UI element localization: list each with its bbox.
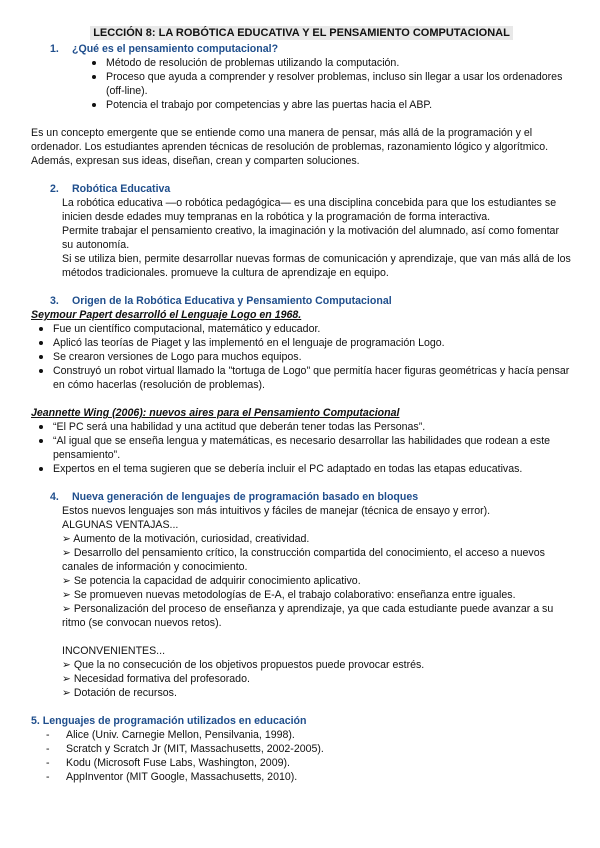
list-item: Fue un científico computacional, matemático y educador. bbox=[31, 322, 572, 336]
papert-title: Seymour Papert desarrolló el Lenguaje Logo en 1968. bbox=[31, 309, 302, 321]
list-item: ➢ Necesidad formativa del profesorado. bbox=[62, 673, 250, 685]
section-4-heading: 4. Nueva generación de lenguajes de programación basado en bloques bbox=[50, 491, 419, 503]
advantages-label: ALGUNAS VENTAJAS... bbox=[62, 519, 179, 531]
list-item: “Al igual que se enseña lengua y matemáticas, es necesario desarrollar las habilidades que rodean a este pensamiento”. bbox=[31, 434, 572, 462]
list-item: Proceso que ayuda a comprender y resolver problemas, incluso sin llegar a usar los ordenadores (off-line). bbox=[84, 70, 572, 98]
arrow-bullet-icon: ➢ bbox=[62, 603, 71, 615]
arrow-bullet-icon: ➢ bbox=[62, 673, 71, 685]
section-4-intro-block bbox=[62, 504, 572, 532]
section-2-body bbox=[62, 196, 572, 280]
section-3-heading: 3. Origen de la Robótica Educativa y Pensamiento Computacional bbox=[50, 295, 392, 307]
disadvantages-label: INCONVENIENTES... bbox=[62, 645, 166, 657]
languages-list bbox=[38, 728, 572, 784]
arrow-bullet-icon: ➢ bbox=[62, 547, 71, 559]
section-2-heading: 2. Robótica Educativa bbox=[50, 183, 171, 195]
section-2-p3: Si se utiliza bien, permite desarrollar nuevas formas de comunicación y aprendizaje, que van más allá de los métodos tradicionales. promueve la cultura de aprendizaje en equipo. bbox=[62, 253, 571, 279]
section-1-heading: 1. ¿Qué es el pensamiento computacional? bbox=[50, 43, 279, 55]
arrow-bullet-icon: ➢ bbox=[62, 687, 71, 699]
list-item: - Scratch y Scratch Jr (MIT, Massachusetts, 2002-2005). bbox=[38, 742, 572, 756]
list-item: Potencia el trabajo por competencias y abre las puertas hacia el ABP. bbox=[84, 98, 572, 112]
list-item: ➢ Se potencia la capacidad de adquirir conocimiento aplicativo. bbox=[62, 575, 361, 587]
wing-bullets bbox=[31, 420, 572, 476]
arrow-bullet-icon: ➢ bbox=[62, 533, 71, 545]
list-item: ➢ Desarrollo del pensamiento crítico, la construcción compartida del conocimiento, el acceso a nuevos canales de información y conocimiento. bbox=[62, 547, 545, 573]
list-item: “El PC será una habilidad y una actitud que deberán tener todas las Personas”. bbox=[31, 420, 572, 434]
arrow-bullet-icon: ➢ bbox=[62, 659, 71, 671]
arrow-bullet-icon: ➢ bbox=[62, 575, 71, 587]
section-5-heading: 5. Lenguajes de programación utilizados en educación bbox=[31, 715, 307, 727]
list-item: ➢ Aumento de la motivación, curiosidad, creatividad. bbox=[62, 533, 310, 545]
list-item: ➢ Personalización del proceso de enseñanza y aprendizaje, ya que cada estudiante puede avanzar a su ritmo (se convocan nuevos retos). bbox=[62, 603, 554, 629]
section-1-bullets bbox=[84, 56, 572, 112]
section-1-paragraph: Es un concepto emergente que se entiende como una manera de pensar, más allá de la programación y el ordenador. Los estudiantes aprenden técnicas de resolución de problemas, razonamiento lógico y algorítmico. Además, expresan sus ideas, diseñan, crean y comparten soluciones. bbox=[31, 127, 549, 167]
list-item: ➢ Que la no consecución de los objetivos propuestos puede provocar estrés. bbox=[62, 659, 425, 671]
disadvantages-list bbox=[62, 644, 572, 700]
list-item: Método de resolución de problemas utilizando la computación. bbox=[84, 56, 572, 70]
list-item: Aplicó las teorías de Piaget y las implementó en el lenguaje de programación Logo. bbox=[31, 336, 572, 350]
list-item: Construyó un robot virtual llamado la "tortuga de Logo" que permitía hacer figuras geométricas y hacía pensar en cómo hacerlas (resolución de problemas). bbox=[31, 364, 572, 392]
advantages-list bbox=[62, 532, 572, 630]
list-item: Expertos en el tema sugieren que se debería incluir el PC adaptado en todas las etapas educativas. bbox=[31, 462, 572, 476]
list-item: ➢ Se promueven nuevas metodologías de E-A, el trabajo colaborativo: enseñanza entre iguales. bbox=[62, 589, 516, 601]
lesson-title: LECCIÓN 8: LA ROBÓTICA EDUCATIVA Y EL PENSAMIENTO COMPUTACIONAL bbox=[31, 26, 572, 40]
list-item: - Kodu (Microsoft Fuse Labs, Washington, 2009). bbox=[38, 756, 572, 770]
papert-bullets bbox=[31, 322, 572, 392]
list-item: Se crearon versiones de Logo para muchos equipos. bbox=[31, 350, 572, 364]
list-item: - Alice (Univ. Carnegie Mellon, Pensilvania, 1998). bbox=[38, 728, 572, 742]
section-2-p2: Permite trabajar el pensamiento creativo, la imaginación y la motivación del alumnado, así como fomentar su autonomía. bbox=[62, 225, 559, 251]
wing-title: Jeannette Wing (2006): nuevos aires para el Pensamiento Computacional bbox=[31, 407, 400, 419]
section-4-intro: Estos nuevos lenguajes son más intuitivos y fáciles de manejar (técnica de ensayo y error). bbox=[62, 505, 491, 517]
list-item: ➢ Dotación de recursos. bbox=[62, 687, 177, 699]
section-2-p1: La robótica educativa —o robótica pedagógica— es una disciplina concebida para que los estudiantes se inicien desde edades muy tempranas en la robótica y la programación de forma interactiva. bbox=[62, 197, 557, 223]
arrow-bullet-icon: ➢ bbox=[62, 589, 71, 601]
list-item: - AppInventor (MIT Google, Massachusetts, 2010). bbox=[38, 770, 572, 784]
